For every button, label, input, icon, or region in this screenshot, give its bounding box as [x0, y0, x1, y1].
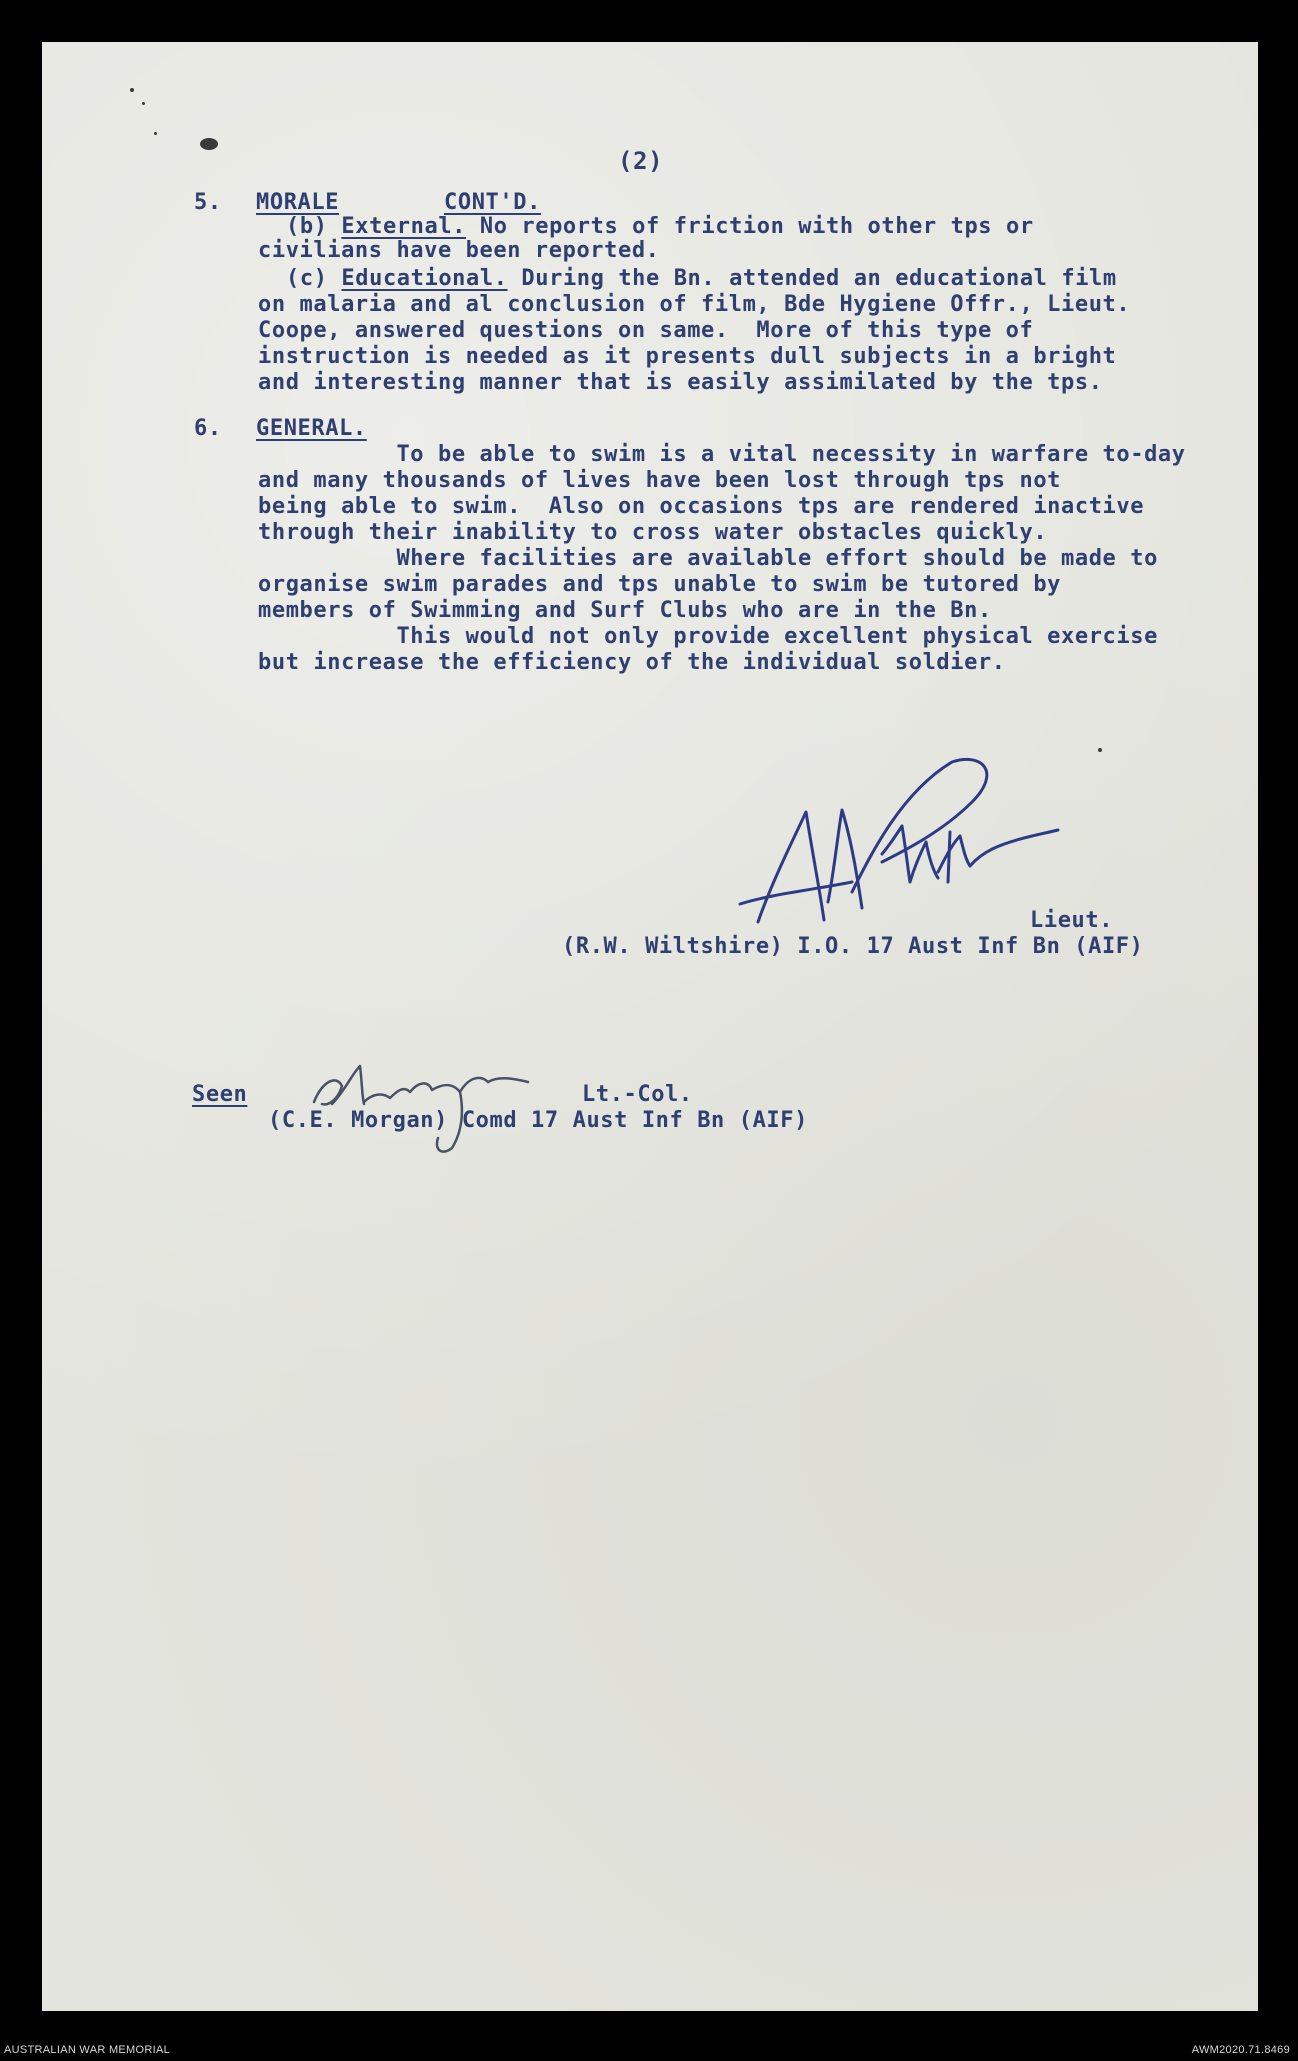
section-6-heading: GENERAL. — [256, 416, 367, 441]
section-6-line: but increase the efficiency of the individual soldier. — [258, 650, 1006, 675]
section-5b-line-2: civilians have been reported. — [258, 238, 660, 263]
signature-2-rank: Lt.-Col. — [582, 1082, 693, 1107]
section-5c-title: Educational. — [341, 266, 508, 291]
section-6-line: and many thousands of lives have been lost through tps not — [258, 468, 1062, 493]
document-page — [42, 42, 1258, 2011]
section-5c-text-1: During the Bn. attended an educational film — [507, 266, 1117, 291]
section-5b-line-1 — [286, 214, 1034, 240]
section-6-number: 6. — [194, 416, 222, 441]
section-5-number: 5. — [194, 190, 222, 215]
speck — [130, 88, 134, 92]
section-5c-line-2: on malaria and al conclusion of film, Bde Hygiene Offr., Lieut. — [258, 292, 1131, 317]
section-5c-line-1 — [286, 266, 1117, 292]
section-6-line: Where facilities are available effort should be made to — [258, 546, 1158, 571]
section-5c-line-4: instruction is needed as it presents dull subjects in a bright — [258, 344, 1117, 369]
signature-1-rank: Lieut. — [1030, 908, 1114, 933]
section-5-heading: MORALE — [256, 190, 340, 215]
section-5b-text-1: No reports of friction with other tps or — [466, 214, 1034, 239]
section-6-line: To be able to swim is a vital necessity in warfare to-day — [258, 442, 1186, 467]
signature-2-line: (C.E. Morgan) Comd 17 Aust Inf Bn (AIF) — [268, 1108, 808, 1133]
speck — [142, 102, 145, 105]
footer-accession-number: AWM2020.71.8469 — [1191, 2044, 1290, 2056]
signature-morgan — [292, 1052, 562, 1162]
footer-institution: AUSTRALIAN WAR MEMORIAL — [4, 2044, 171, 2056]
section-5b-title: External. — [341, 214, 467, 239]
speck — [1098, 748, 1102, 752]
section-5c-label: (c) — [286, 266, 328, 291]
speck — [154, 132, 157, 135]
section-5-heading-cont: CONT'D. — [444, 190, 541, 215]
section-6-line: members of Swimming and Surf Clubs who are in the Bn. — [258, 598, 992, 623]
section-6-line: This would not only provide excellent physical exercise — [258, 624, 1158, 649]
section-6-line: being able to swim. Also on occasions tps are rendered inactive — [258, 494, 1145, 519]
section-5c-line-5: and interesting manner that is easily assimilated by the tps. — [258, 370, 1103, 395]
signature-1-line: (R.W. Wiltshire) I.O. 17 Aust Inf Bn (AIF) — [562, 934, 1144, 959]
section-5c-line-3: Coope, answered questions on same. More of this type of — [258, 318, 1034, 343]
seen-label: Seen — [192, 1082, 248, 1107]
section-5b-label: (b) — [286, 214, 328, 239]
section-6-line: through their inability to cross water obstacles quickly. — [258, 520, 1048, 545]
page-number: (2) — [618, 147, 664, 175]
section-6-line: organise swim parades and tps unable to swim be tutored by — [258, 572, 1062, 597]
signature-wiltshire — [702, 732, 1062, 952]
punch-mark — [200, 138, 218, 150]
